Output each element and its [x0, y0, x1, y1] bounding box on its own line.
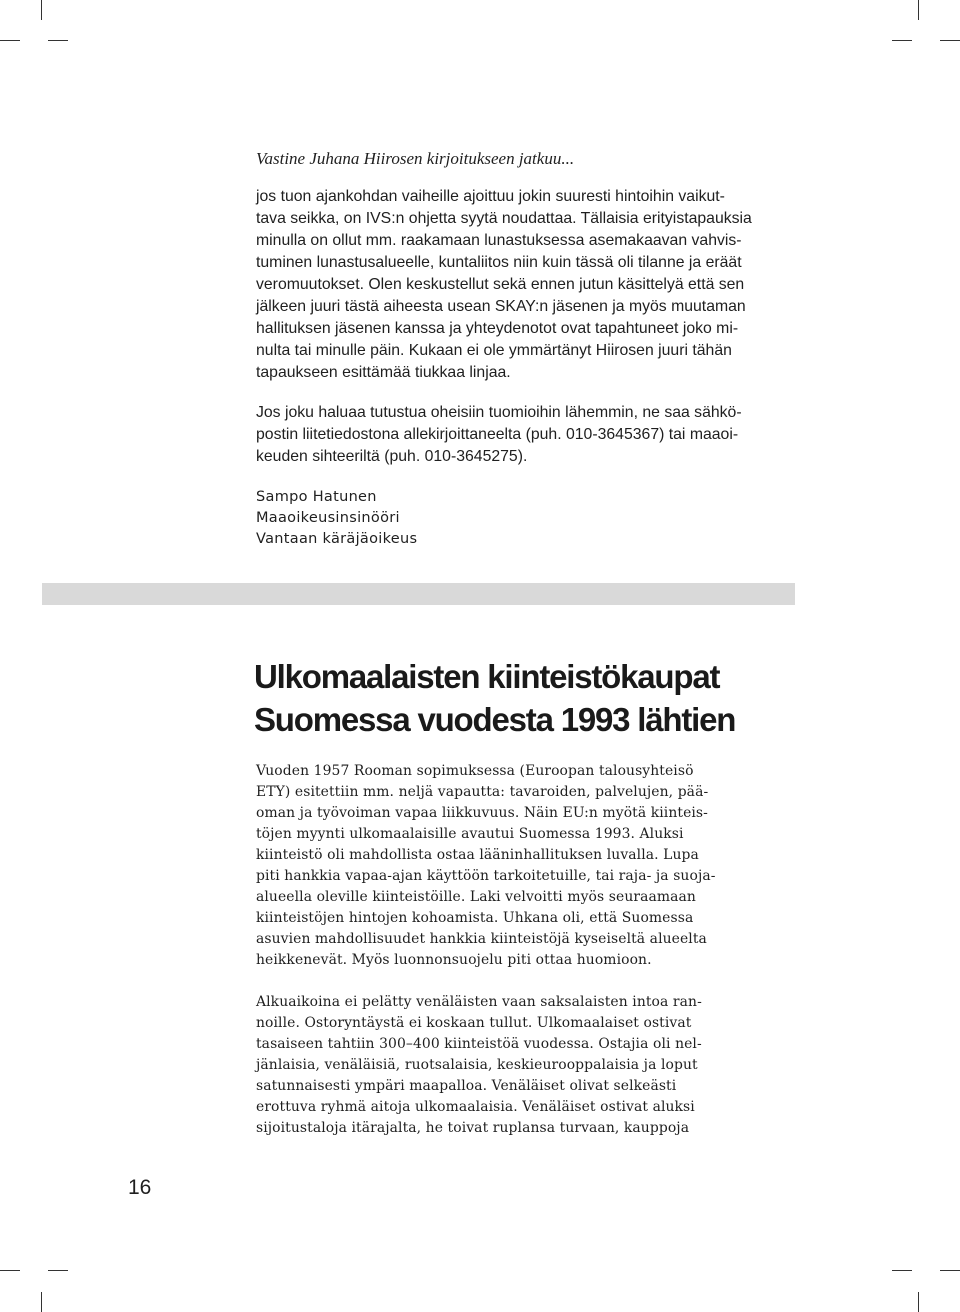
text-line: Jos joku haluaa tutustua oheisiin tuomioihin lähemmin, ne saa sähkö-: [256, 404, 742, 421]
signature-title: Maaoikeusinsinööri: [256, 510, 400, 526]
text-line: alueella oleville kiinteistöille. Laki velvoitti myös seuraamaan: [256, 889, 696, 905]
crop-mark: [48, 40, 68, 41]
text-line: kiinteistö oli mahdollista ostaa lääninhallituksen luvalla. Lupa: [256, 847, 699, 863]
crop-mark: [48, 1270, 68, 1271]
text-line: heikkenevät. Myös luonnonsuojelu piti ottaa huomioon.: [256, 952, 652, 968]
text-line: tasaiseen tahtiin 300–400 kiinteistöä vuodessa. Ostajia oli nel-: [256, 1036, 702, 1052]
text-line: tava seikka, on IVS:n ohjetta syytä noudattaa. Tällaisia erityistapauksia: [256, 210, 752, 227]
crop-mark: [918, 1292, 919, 1312]
text-line: tapaukseen esittämää tiukkaa linjaa.: [256, 364, 511, 381]
text-line: oman ja työvoiman vapaa liikkuvuus. Näin EU:n myötä kiinteis-: [256, 805, 708, 821]
text-line: Vuoden 1957 Rooman sopimuksessa (Euroopan talousyhteisö: [256, 763, 694, 779]
text-line: jos tuon ajankohdan vaiheille ajoittuu jokin suuresti hintoihin vaikut-: [256, 188, 725, 205]
text-line: satunnaisesti ympäri maapalloa. Venäläiset olivat selkeästi: [256, 1078, 677, 1094]
text-line: kiinteistöjen hintojen kohoamista. Uhkana oli, että Suomessa: [256, 910, 694, 926]
crop-mark: [892, 40, 912, 41]
text-line: töjen myynti ulkomaalaisille avautui Suomessa 1993. Aluksi: [256, 826, 684, 842]
section-divider: [42, 583, 795, 605]
crop-mark: [892, 1270, 912, 1271]
crop-mark: [918, 0, 919, 20]
continued-label: Vastine Juhana Hiirosen kirjoitukseen jatkuu...: [256, 149, 575, 168]
text-line: tuminen lunastusalueelle, kuntaliitos niin kuin tässä oli tilanne ja eräät: [256, 254, 742, 271]
crop-mark: [940, 1270, 960, 1271]
text-line: piti hankkia vapaa-ajan käyttöön tarkoitetuille, tai raja- ja suoja-: [256, 868, 716, 884]
text-line: veromuutokset. Olen keskustellut sekä ennen jutun käsittelyä että sen: [256, 276, 745, 293]
text-line: asuvien mahdollisuudet hankkia kiinteistöjä kyseiseltä alueelta: [256, 931, 707, 947]
page-number: 16: [128, 1176, 152, 1199]
text-line: minulla on ollut mm. raakamaan lunastuksessa asemakaavan vahvis-: [256, 232, 742, 249]
article-heading-line: Suomessa vuodesta 1993 lähtien: [254, 701, 736, 738]
crop-mark: [41, 1292, 42, 1312]
signature-name: Sampo Hatunen: [256, 489, 377, 505]
crop-mark: [940, 40, 960, 41]
text-line: noille. Ostoryntäystä ei koskaan tullut. Ulkomaalaiset ostivat: [256, 1015, 692, 1031]
text-line: erottuva ryhmä aitoja ulkomaalaisia. Venäläiset ostivat aluksi: [256, 1099, 695, 1115]
text-line: ETY) esitettiin mm. neljä vapautta: tavaroiden, palvelujen, pää-: [256, 784, 709, 800]
signature-organization: Vantaan käräjäoikeus: [256, 531, 418, 547]
text-line: keuden sihteeriltä (puh. 010-3645275).: [256, 448, 528, 465]
text-line: sijoitustaloja itärajalta, he toivat ruplansa turvaan, kauppoja: [256, 1120, 690, 1136]
crop-mark: [41, 0, 42, 20]
text-line: nulta tai minulle päin. Kukaan ei ole ymmärtänyt Hiirosen juuri tähän: [256, 342, 732, 359]
text-line: jänlaisia, venäläisiä, ruotsalaisia, keskieurooppalaisia ja loput: [256, 1057, 698, 1073]
text-line: postin liitetiedostona allekirjoittaneelta (puh. 010-3645367) tai maaoi-: [256, 426, 739, 443]
text-line: hallituksen jäsenen kanssa ja yhteydenotot ovat tapahtuneet joko mi-: [256, 320, 739, 337]
text-line: jälkeen juuri tästä aiheesta usean SKAY:n jäsenen ja myös muutaman: [256, 298, 746, 315]
crop-mark: [0, 1270, 20, 1271]
crop-mark: [0, 40, 20, 41]
article-heading-line: Ulkomaalaisten kiinteistökaupat: [254, 658, 720, 695]
text-line: Alkuaikoina ei pelätty venäläisten vaan saksalaisten intoa ran-: [256, 994, 702, 1010]
